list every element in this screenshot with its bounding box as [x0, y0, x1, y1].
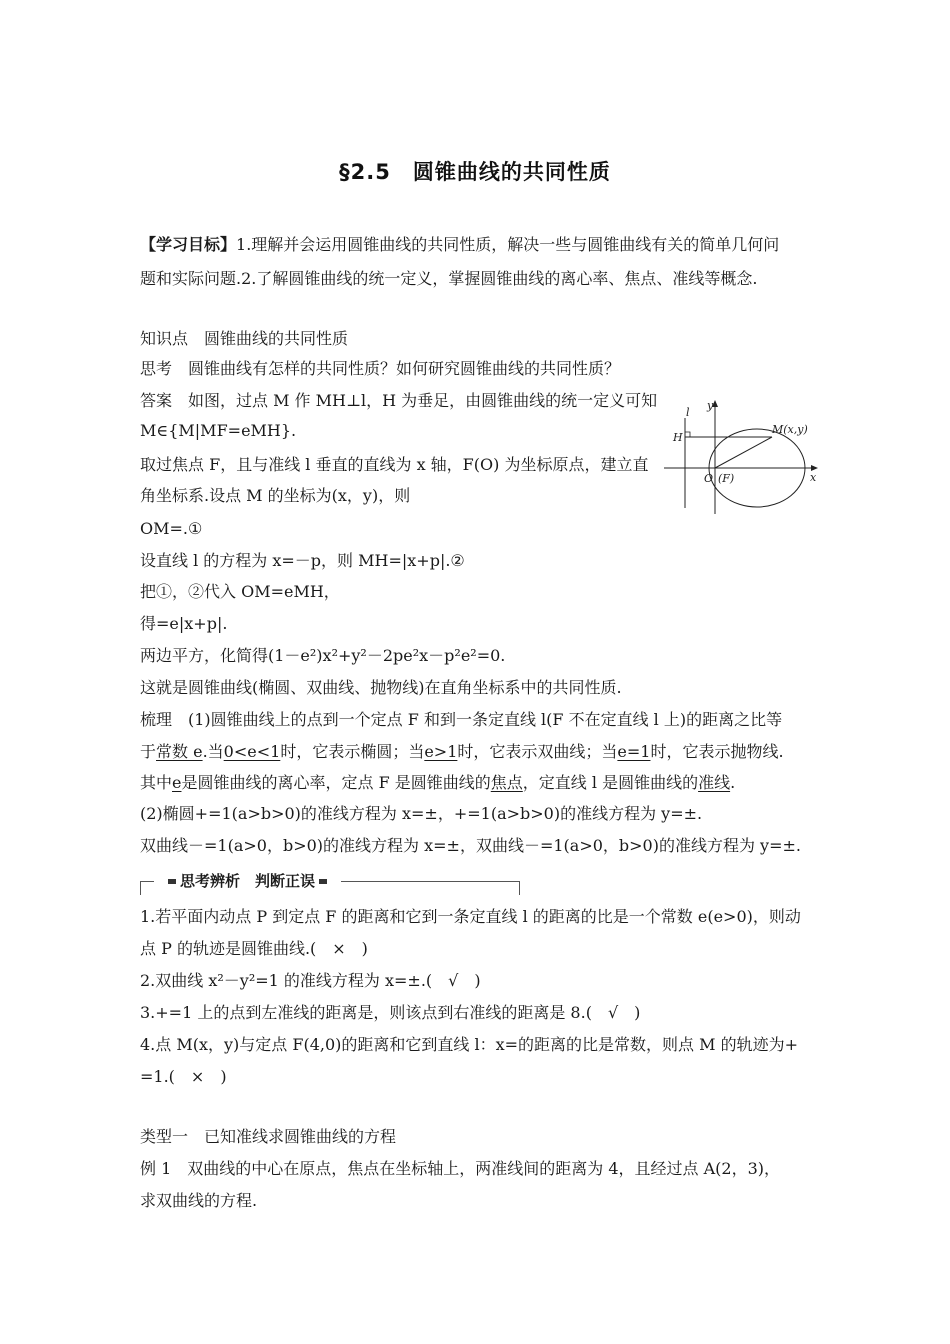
summary-text: 时，它表示椭圆；当	[280, 742, 425, 761]
bullet-icon	[168, 879, 176, 884]
summary-blank-constant: 常数 e	[156, 742, 203, 761]
answer-line-10: 这就是圆锥曲线(椭圆、双曲线、抛物线)在直角坐标系中的共同性质.	[140, 678, 622, 697]
summary-blank-hyperbola: e>1	[424, 742, 458, 761]
judge-question-3: 3.+=1 上的点到左准线的距离是，则该点到右准线的距离是 8.( √ )	[140, 1003, 641, 1022]
summary-blank-directrix: 准线	[698, 773, 731, 792]
summary-text: 是圆锥曲线的离心率，定点 F 是圆锥曲线的	[181, 773, 491, 792]
ellipse-diagram	[664, 396, 824, 521]
summary-text: .	[730, 773, 736, 792]
judge-question-4a: 4.点 M(x，y)与定点 F(4,0)的距离和它到直线 l：x=的距离的比是常数，则点 M 的轨迹为+	[140, 1035, 798, 1054]
answer-line-8: 得=e|x+p|.	[140, 614, 228, 633]
example1-line-1: 例 1 双曲线的中心在原点，焦点在坐标轴上，两准线间的距离为 4，且经过点 A(2，3)，	[140, 1159, 781, 1178]
judge-section-title: 思考辨析 判断正误	[180, 872, 316, 890]
ellipse-figure	[664, 396, 824, 521]
answer-line-9: 两边平方，化简得(1－e²)x²+y²－2pe²x－p²e²=0.	[140, 646, 506, 665]
summary-line-3	[140, 772, 735, 794]
summary-text: .当	[202, 742, 224, 761]
summary-blank-focus: 焦点	[490, 773, 523, 792]
point-m-label: M(x,y)	[772, 423, 808, 436]
judge-section-header	[140, 870, 520, 894]
summary-text: 于	[140, 742, 157, 761]
think-question: 思考 圆锥曲线有怎样的共同性质？如何研究圆锥曲线的共同性质？	[140, 359, 621, 378]
judge-question-2: 2.双曲线 x²－y²=1 的准线方程为 x=±.( √ )	[140, 971, 481, 990]
answer-line-1: 答案 如图，过点 M 作 MH⊥l，H 为垂足，由圆锥曲线的统一定义可知	[140, 391, 658, 410]
summary-line-4: (2)椭圆+=1(a>b>0)的准线方程为 x=±，+=1(a>b>0)的准线方程为 y=±.	[140, 804, 703, 823]
summary-line-5: 双曲线－=1(a>0，b>0)的准线方程为 x=±，双曲线－=1(a>0，b>0)的准线方程为 y=±.	[140, 836, 801, 855]
focus-label: (F)	[718, 472, 735, 485]
judge-question-4b: =1.( × )	[140, 1067, 227, 1086]
summary-text: ，定直线 l 是圆锥曲线的	[522, 773, 699, 792]
answer-line-2: M∈{M|MF=eMH}.	[140, 421, 297, 440]
knowledge-heading: 知识点 圆锥曲线的共同性质	[140, 329, 349, 348]
summary-line-2	[140, 741, 784, 763]
summary-blank-parabola: e=1	[617, 742, 651, 761]
x-axis-label: x	[810, 471, 817, 484]
answer-line-3: 取过焦点 F，且与准线 l 垂直的直线为 x 轴，F(O) 为坐标原点，建立直	[140, 455, 649, 474]
summary-blank-e: e	[172, 773, 182, 792]
summary-text: 时，它表示双曲线；当	[457, 742, 618, 761]
judge-question-1b: 点 P 的轨迹是圆锥曲线.( × )	[140, 939, 368, 958]
answer-line-6: 设直线 l 的方程为 x=－p，则 MH=|x+p|.②	[140, 551, 465, 570]
learning-goals-label: 【学习目标】	[140, 235, 237, 254]
learning-goals-line-2: 题和实际问题.2.了解圆锥曲线的统一定义，掌握圆锥曲线的离心率、焦点、准线等概念.	[140, 269, 758, 288]
type1-heading: 类型一 已知准线求圆锥曲线的方程	[140, 1127, 397, 1146]
learning-goals-line-1	[140, 234, 779, 256]
summary-text: 其中	[140, 773, 173, 792]
summary-text: 时，它表示抛物线.	[650, 742, 784, 761]
y-axis-label: y	[707, 399, 714, 412]
page-title: §2.5 圆锥曲线的共同性质	[339, 160, 611, 184]
origin-label: O	[704, 472, 714, 485]
bullet-icon	[319, 879, 327, 884]
answer-line-4: 角坐标系.设点 M 的坐标为(x，y)，则	[140, 486, 411, 505]
example1-line-2: 求双曲线的方程.	[140, 1191, 258, 1210]
divider	[140, 881, 141, 895]
summary-blank-ellipse: 0<e<1	[223, 742, 281, 761]
learning-goals-text-1: 1.理解并会运用圆锥曲线的共同性质，解决一些与圆锥曲线有关的简单几何问	[236, 235, 780, 254]
summary-line-1: 梳理 (1)圆锥曲线上的点到一个定点 F 和到一条定直线 l(F 不在定直线 l 上)的距离之比等	[140, 710, 783, 729]
divider	[519, 881, 520, 895]
directrix-label: l	[686, 406, 690, 419]
answer-line-5: OM=.①	[140, 519, 203, 538]
point-h-label: H	[673, 431, 683, 444]
judge-question-1a: 1.若平面内动点 P 到定点 F 的距离和它到一条定直线 l 的距离的比是一个常数 e(e>0)，则动	[140, 907, 801, 926]
judge-section-label	[154, 870, 341, 891]
mf-segment	[715, 437, 772, 468]
right-angle-mark	[685, 432, 690, 437]
answer-line-7: 把①，②代入 OM=eMH，	[140, 582, 340, 601]
